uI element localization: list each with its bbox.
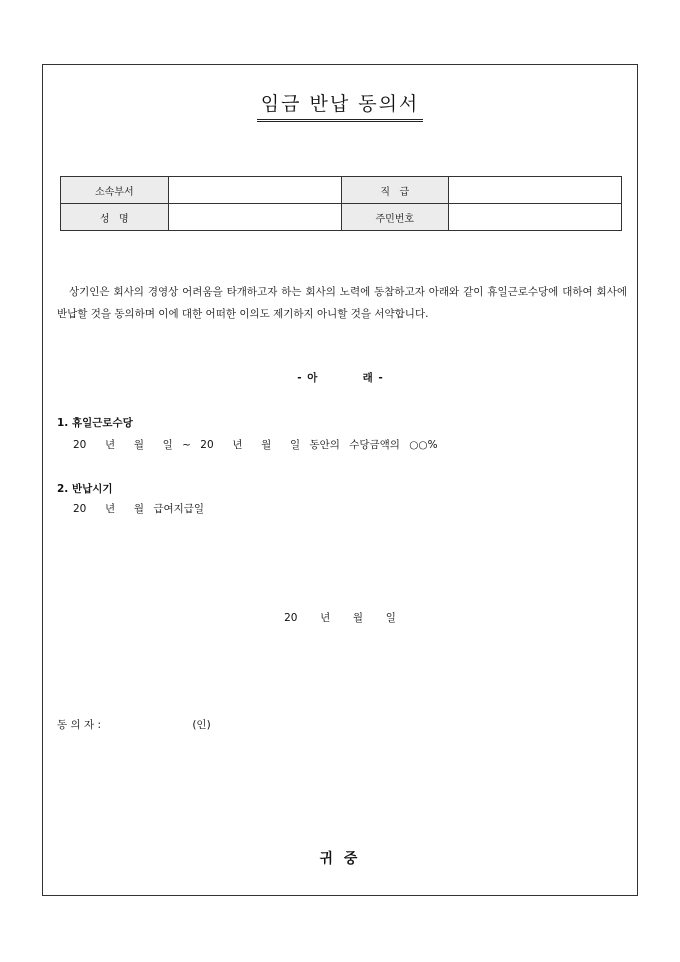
- consenter-label: 동 의 자 :: [57, 719, 101, 731]
- field-position[interactable]: [449, 177, 622, 204]
- seal-mark: (인): [192, 719, 211, 731]
- date-line: 20 년 월 일: [284, 612, 396, 624]
- section2-body: 20 년 월 급여지급일: [73, 503, 205, 515]
- table-row: [61, 204, 622, 231]
- closing-text: 귀 중: [319, 851, 361, 867]
- field-resident-number[interactable]: [449, 204, 622, 231]
- label-position: 직 급: [341, 177, 449, 204]
- section1-body: 20 년 월 일 ~ 20 년 월 일 동안의 수당금액의 ○○%: [73, 439, 438, 451]
- section1-title: 1. 휴일근로수당: [57, 417, 133, 429]
- section2-title: 2. 반납시기: [57, 483, 113, 495]
- section-heading: - 아 래 -: [297, 372, 383, 384]
- label-department: 소속부서: [61, 177, 169, 204]
- label-resident-number: 주민번호: [341, 204, 449, 231]
- label-name: 성 명: [61, 204, 169, 231]
- document-page: [42, 64, 638, 896]
- document-title: 임금 반납 동의서: [257, 89, 424, 122]
- title-container: [43, 89, 637, 122]
- consent-paragraph: 상기인은 회사의 경영상 어려움을 타개하고자 하는 회사의 노력에 동참하고자 아래와 같이 휴일근로수당에 대하여 회사에 반납할 것을 동의하며 이에 대한 어떠한 이의도 제기하지 아니할 것을 서약합니다.: [57, 286, 627, 320]
- table-row: [61, 177, 622, 204]
- consenter-line: [57, 717, 211, 732]
- field-department[interactable]: [168, 177, 341, 204]
- field-name[interactable]: [168, 204, 341, 231]
- info-table: [60, 176, 622, 231]
